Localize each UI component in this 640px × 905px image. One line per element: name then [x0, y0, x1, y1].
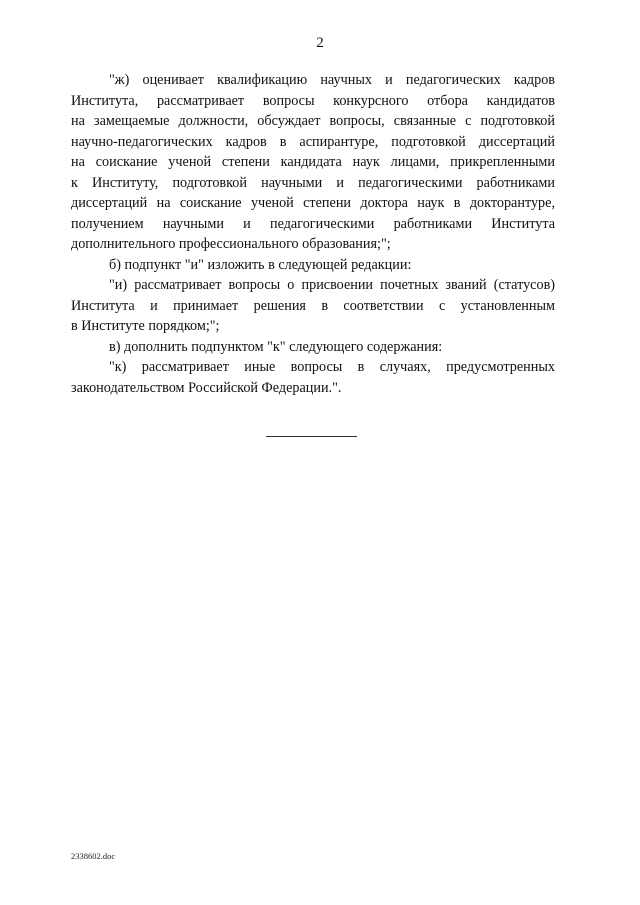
text-line: "и) рассматривает вопросы о присвоении почетных званий (статусов) — [109, 277, 555, 293]
text-line: в) дополнить подпунктом "к" следующего содержания: — [109, 338, 443, 355]
text-line: научно-педагогических кадров в аспирантуре, подготовкой диссертаций — [71, 133, 555, 150]
text-line: "ж) оценивает квалификацию научных и педагогических кадров — [109, 72, 555, 88]
end-separator-line — [266, 436, 357, 437]
text-line: диссертаций на соискание ученой степени доктора наук в докторантуре, — [71, 195, 555, 211]
text-line: получением научными и педагогическими работниками Института — [71, 215, 555, 232]
text-line: б) подпункт "и" изложить в следующей редакции: — [109, 256, 412, 273]
text-line: на соискание ученой степени кандидата наук лицами, прикрепленными — [71, 154, 555, 170]
text-line: дополнительного профессионального образования;"; — [71, 236, 391, 252]
text-line: в Институте порядком;"; — [71, 318, 220, 334]
page-number: 2 — [316, 35, 324, 51]
text-line: к Институту, подготовкой научными и педагогическими работниками — [71, 174, 555, 191]
file-reference: 2338602.doc — [71, 851, 116, 861]
text-line: на замещаемые должности, обсуждает вопросы, связанные с подготовкой — [71, 113, 555, 129]
text-line: Института и принимает решения в соответствии с установленным — [71, 297, 555, 314]
text-line: "к) рассматривает иные вопросы в случаях, предусмотренных — [109, 359, 555, 375]
text-line: законодательством Российской Федерации.". — [71, 379, 342, 396]
document-body — [71, 70, 555, 398]
text-line: Института, рассматривает вопросы конкурсного отбора кандидатов — [71, 92, 555, 109]
